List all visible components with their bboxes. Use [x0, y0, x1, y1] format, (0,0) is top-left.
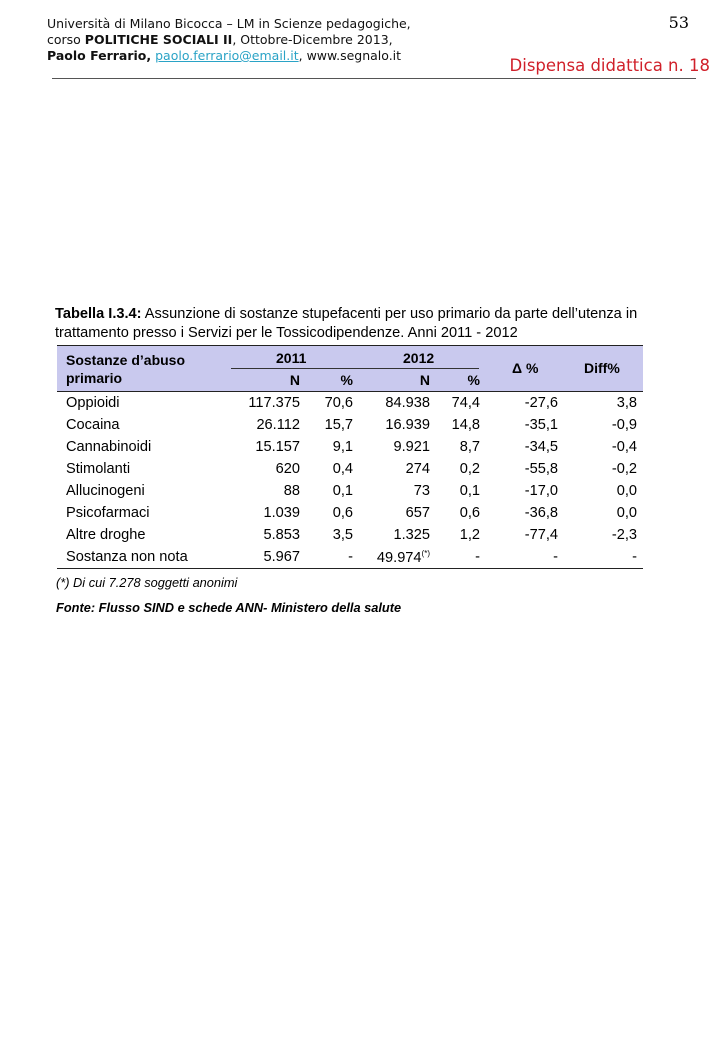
caption-text: Assunzione di sostanze stupefacenti per uso primario da parte dell’utenza in trattamento presso i Servizi per le Tossicodipendenze. Anni 2011 - 2012 [55, 306, 638, 341]
email-link[interactable]: paolo.ferrario@email.it [155, 48, 299, 63]
cell-delta: -77,4 [524, 527, 558, 543]
header-pct-2011: % [340, 372, 353, 388]
cell-pct-2011: - [348, 549, 353, 565]
table-caption [55, 305, 655, 343]
cell-pct-2011: 0,1 [332, 483, 353, 499]
header-substance: Sostanze d’abuso primario [66, 352, 186, 386]
cell-substance: Cocaina [66, 417, 120, 433]
cell-substance: Sostanza non nota [66, 549, 188, 565]
header-n-2012: N [419, 372, 430, 388]
cell-n-2011: 15.157 [255, 439, 300, 455]
cell-n-2011: 26.112 [256, 417, 300, 433]
cell-n-2012: 73 [413, 483, 430, 499]
header-delta: Δ % [512, 360, 539, 376]
site-text: , www.segnalo.it [298, 48, 402, 63]
cell-diff: 0,0 [616, 505, 637, 521]
cell-pct-2012: 0,2 [459, 461, 480, 477]
caption-label: Tabella I.3.4: [55, 306, 142, 322]
cell-pct-2011: 0,6 [332, 505, 353, 521]
cell-n-2012: 1.325 [393, 527, 430, 543]
dispensa-label: Dispensa didattica n. 18 [509, 56, 710, 75]
cell-diff: -0,2 [611, 461, 637, 477]
cell-delta: -34,5 [524, 439, 558, 455]
header-line-1: Università di Milano Bicocca – LM in Scienze pedagogiche, [47, 16, 411, 31]
cell-delta: -55,8 [524, 461, 558, 477]
cell-substance: Psicofarmaci [66, 505, 150, 521]
table-row [57, 414, 643, 436]
cell-pct-2012: - [475, 549, 480, 565]
table-row [57, 524, 643, 546]
cell-substance: Cannabinoidi [66, 439, 152, 455]
header-year-2012: 2012 [403, 350, 435, 366]
cell-pct-2012: 74,4 [451, 395, 480, 411]
cell-substance: Oppioidi [66, 395, 120, 411]
author-name: Paolo Ferrario, [47, 48, 152, 63]
cell-pct-2011: 0,4 [332, 461, 353, 477]
table-row [57, 436, 643, 458]
year-underline [231, 368, 479, 369]
header-line-2: corso POLITICHE SOCIALI II, Ottobre-Dicembre 2013, [47, 32, 393, 47]
cell-pct-2012: 14,8 [451, 417, 480, 433]
cell-pct-2012: 0,1 [459, 483, 480, 499]
table-header [57, 345, 643, 392]
cell-pct-2011: 9,1 [332, 439, 353, 455]
cell-delta: -36,8 [524, 505, 558, 521]
cell-pct-2011: 3,5 [332, 527, 353, 543]
table-row [57, 502, 643, 524]
cell-n-2011: 620 [275, 461, 300, 477]
cell-delta: -35,1 [524, 417, 558, 433]
cell-substance: Stimolanti [66, 461, 131, 477]
table-row [57, 392, 643, 414]
cell-n-2011: 5.853 [263, 527, 300, 543]
table-bottom-rule [57, 568, 643, 569]
substances-table [57, 345, 643, 569]
cell-pct-2012: 8,7 [459, 439, 480, 455]
table-row [57, 546, 643, 568]
cell-pct-2012: 1,2 [459, 527, 480, 543]
cell-n-2012: 657 [405, 505, 430, 521]
footnote-marker: (*) [421, 549, 430, 558]
cell-n-2012: 9.921 [393, 439, 430, 455]
table-body [57, 392, 643, 568]
cell-n-2012: 49.974(*) [376, 549, 430, 566]
header-line-3 [47, 48, 411, 64]
cell-n-2011: 117.375 [248, 395, 300, 411]
cell-n-2011: 1.039 [263, 505, 300, 521]
table-row [57, 458, 643, 480]
table-note: (*) Di cui 7.278 soggetti anonimi [56, 575, 238, 590]
header-pct-2012: % [467, 372, 480, 388]
header-n-2011: N [289, 372, 300, 388]
cell-diff: 3,8 [616, 395, 637, 411]
cell-delta: -17,0 [524, 483, 558, 499]
cell-n-2011: 5.967 [263, 549, 300, 565]
cell-diff: 0,0 [616, 483, 637, 499]
header-year-2011: 2011 [276, 350, 307, 366]
course-name: POLITICHE SOCIALI II [84, 32, 233, 47]
cell-diff: - [632, 549, 637, 565]
cell-diff: -0,4 [611, 439, 637, 455]
cell-n-2011: 88 [283, 483, 300, 499]
header-divider [52, 78, 696, 79]
cell-diff: -0,9 [611, 417, 637, 433]
document-header [47, 16, 411, 64]
cell-diff: -2,3 [611, 527, 637, 543]
cell-substance: Allucinogeni [66, 483, 145, 499]
page-number: 53 [668, 13, 689, 32]
cell-pct-2011: 15,7 [324, 417, 353, 433]
cell-delta: -27,6 [524, 395, 558, 411]
cell-substance: Altre droghe [66, 527, 146, 543]
cell-n-2012: 84.938 [385, 395, 430, 411]
table-source: Fonte: Flusso SIND e schede ANN- Ministero della salute [56, 600, 402, 615]
table-row [57, 480, 643, 502]
cell-n-2012: 16.939 [385, 417, 430, 433]
header-diff: Diff% [584, 360, 620, 376]
cell-pct-2012: 0,6 [459, 505, 480, 521]
cell-n-2012: 274 [405, 461, 430, 477]
cell-delta: - [553, 549, 558, 565]
cell-pct-2011: 70,6 [324, 395, 353, 411]
